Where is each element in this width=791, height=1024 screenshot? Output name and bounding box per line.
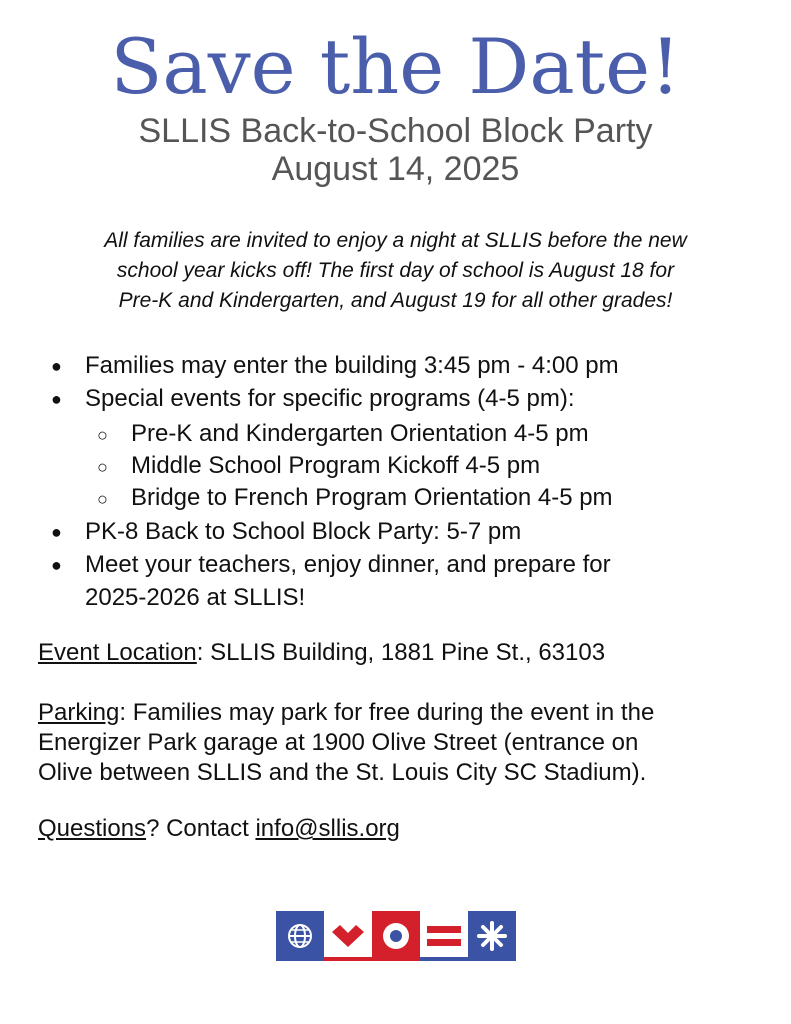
- list-item: ● Special events for specific programs (4-5 pm):: [85, 383, 575, 415]
- sub-list-item: ○ Middle School Program Kickoff 4-5 pm: [131, 450, 540, 482]
- parking-label: Parking: [38, 699, 120, 726]
- intro-line: All families are invited to enjoy a night at SLLIS before the new: [104, 229, 687, 252]
- sllis-logo-strip: [276, 911, 516, 961]
- event-date: August 14, 2025: [271, 150, 520, 188]
- sub-list-item: ○ Pre-K and Kindergarten Orientation 4-5 pm: [131, 418, 589, 450]
- contact-email-link[interactable]: info@sllis.org: [255, 815, 400, 842]
- heart-icon: [324, 911, 372, 961]
- event-name: SLLIS Back-to-School Block Party: [138, 112, 653, 150]
- flag-icon: [420, 911, 468, 961]
- parking-info: [38, 698, 758, 788]
- questions-label: Questions: [38, 815, 147, 842]
- list-item: ● PK-8 Back to School Block Party: 5-7 pm: [85, 516, 521, 548]
- snowflake-icon: [468, 911, 516, 961]
- bullet-icon: ●: [51, 522, 62, 542]
- bullet-icon: ●: [51, 555, 62, 575]
- list-item: ● Meet your teachers, enjoy dinner, and prepare for: [85, 549, 611, 581]
- globe-icon: [276, 911, 324, 961]
- parking-line: Olive between SLLIS and the St. Louis City SC Stadium).: [38, 759, 647, 786]
- parking-line: Energizer Park garage at 1900 Olive Street (entrance on: [38, 729, 639, 756]
- headline: Save the Date!: [110, 22, 681, 111]
- subtitle: [0, 112, 791, 188]
- intro-line: school year kicks off! The first day of school is August 18 for: [116, 259, 675, 282]
- target-icon: [372, 911, 420, 961]
- intro-paragraph: [30, 226, 761, 316]
- intro-line: Pre-K and Kindergarten, and August 19 for all other grades!: [118, 289, 673, 312]
- circle-bullet-icon: ○: [97, 425, 108, 445]
- circle-bullet-icon: ○: [97, 457, 108, 477]
- event-location: [38, 638, 758, 668]
- questions-info: [38, 814, 758, 844]
- circle-bullet-icon: ○: [97, 489, 108, 509]
- location-text: : SLLIS Building, 1881 Pine St., 63103: [196, 639, 606, 666]
- parking-line: : Families may park for free during the event in the: [119, 699, 655, 726]
- list-item: ● Families may enter the building 3:45 pm - 4:00 pm: [85, 350, 619, 382]
- location-label: Event Location: [38, 639, 197, 666]
- questions-text: ? Contact: [146, 815, 256, 842]
- bullet-icon: ●: [51, 356, 62, 376]
- sub-list-item: ○ Bridge to French Program Orientation 4-5 pm: [131, 482, 613, 514]
- list-item-continuation: 2025-2026 at SLLIS!: [85, 584, 306, 611]
- bullet-icon: ●: [51, 389, 62, 409]
